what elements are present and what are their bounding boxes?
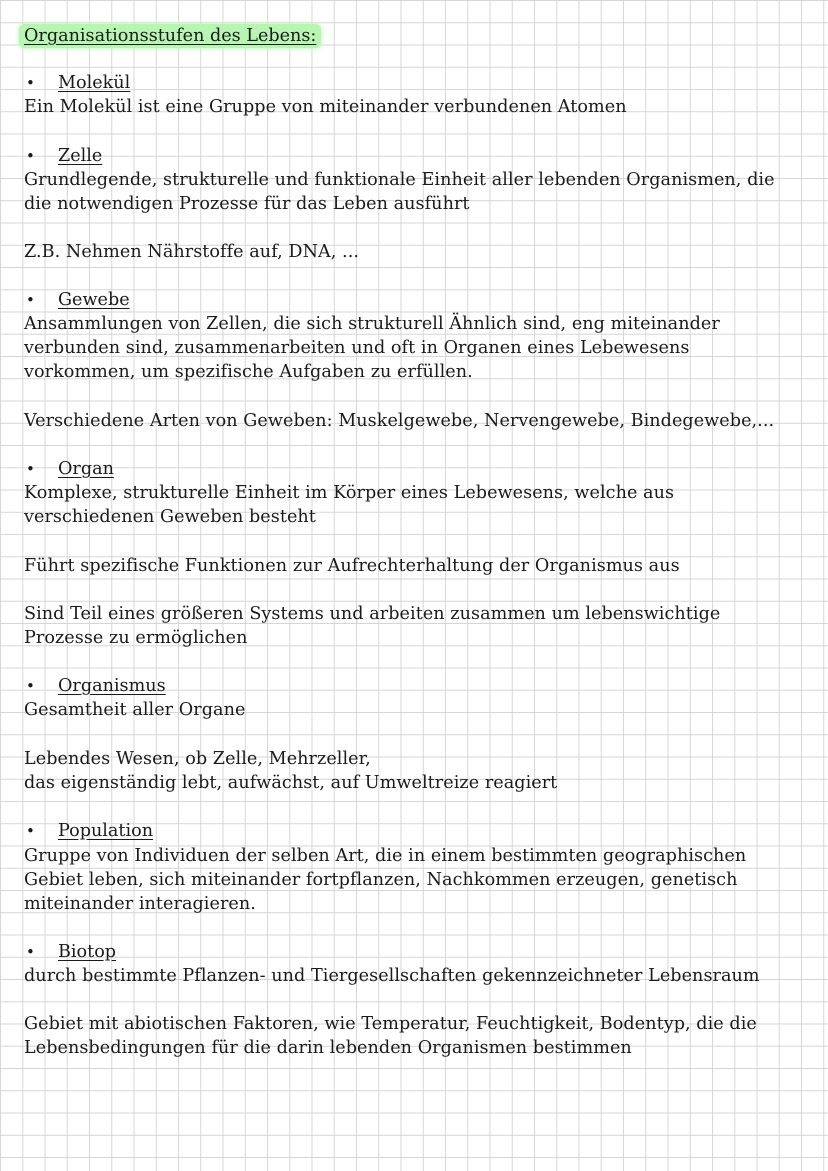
heading-label: Biotop bbox=[58, 942, 117, 962]
body-line: Gruppe von Individuen der selben Art, die in einem bestimmten geographischen bbox=[24, 846, 747, 866]
section-heading-organismus bbox=[24, 674, 166, 698]
bullet-icon: • bbox=[26, 677, 35, 695]
body-line: vorkommen, um spezifische Aufgaben zu erfüllen. bbox=[24, 362, 473, 382]
bullet-icon: • bbox=[26, 291, 35, 309]
body-line: Ansammlungen von Zellen, die sich strukturell Ähnlich sind, eng miteinander bbox=[24, 314, 720, 334]
body-line: Gebiet leben, sich miteinander fortpflanzen, Nachkommen erzeugen, genetisch bbox=[24, 870, 738, 890]
heading-label: Organ bbox=[58, 459, 114, 479]
body-line: Sind Teil eines größeren Systems und arbeiten zusammen um lebenswichtige bbox=[24, 604, 721, 624]
bullet-icon: • bbox=[26, 822, 35, 840]
body-line: das eigenständig lebt, aufwächst, auf Umweltreize reagiert bbox=[24, 773, 558, 793]
body-line: Ein Molekül ist eine Gruppe von miteinander verbundenen Atomen bbox=[24, 97, 627, 117]
page-title-text: Organisationsstufen des Lebens: bbox=[24, 26, 317, 46]
heading-label: Population bbox=[58, 821, 154, 841]
body-line: Lebensbedingungen für die darin lebenden Organismen bestimmen bbox=[24, 1038, 632, 1058]
heading-label: Molekül bbox=[58, 73, 131, 93]
body-line: die notwendigen Prozesse für das Leben ausführt bbox=[24, 194, 470, 214]
body-line: Verschiedene Arten von Geweben: Muskelgewebe, Nervengewebe, Bindegewebe,... bbox=[24, 411, 775, 431]
section-heading-organ bbox=[24, 457, 114, 481]
section-heading-gewebe bbox=[24, 288, 130, 312]
body-line: durch bestimmte Pflanzen- und Tiergesellschaften gekennzeichneter Lebensraum bbox=[24, 966, 760, 986]
body-line: Prozesse zu ermöglichen bbox=[24, 628, 248, 648]
body-line: verbunden sind, zusammenarbeiten und oft in Organen eines Lebewesens bbox=[24, 338, 690, 358]
page-title bbox=[19, 24, 321, 48]
body-line: Lebendes Wesen, ob Zelle, Mehrzeller, bbox=[24, 749, 371, 769]
body-line: Komplexe, strukturelle Einheit im Körper eines Lebewesens, welche aus bbox=[24, 483, 675, 503]
body-line: miteinander interagieren. bbox=[24, 894, 256, 914]
heading-label: Organismus bbox=[58, 676, 166, 696]
body-line: Führt spezifische Funktionen zur Aufrechterhaltung der Organismus aus bbox=[24, 556, 680, 576]
section-heading-zelle bbox=[24, 144, 102, 168]
heading-label: Zelle bbox=[58, 146, 103, 166]
body-line: Grundlegende, strukturelle und funktionale Einheit aller lebenden Organismen, die bbox=[24, 170, 775, 190]
section-heading-biotop bbox=[24, 940, 116, 964]
heading-label: Gewebe bbox=[58, 290, 130, 310]
bullet-icon: • bbox=[26, 147, 35, 165]
body-line: Gebiet mit abiotischen Faktoren, wie Temperatur, Feuchtigkeit, Bodentyp, die die bbox=[24, 1014, 757, 1034]
section-heading-molekuel bbox=[24, 71, 130, 95]
bullet-icon: • bbox=[26, 74, 35, 92]
section-heading-population bbox=[24, 819, 153, 843]
body-line: Z.B. Nehmen Nährstoffe auf, DNA, ... bbox=[24, 242, 359, 262]
body-line: Gesamtheit aller Organe bbox=[24, 700, 246, 720]
bullet-icon: • bbox=[26, 943, 35, 961]
bullet-icon: • bbox=[26, 460, 35, 478]
body-line: verschiedenen Geweben besteht bbox=[24, 507, 316, 527]
